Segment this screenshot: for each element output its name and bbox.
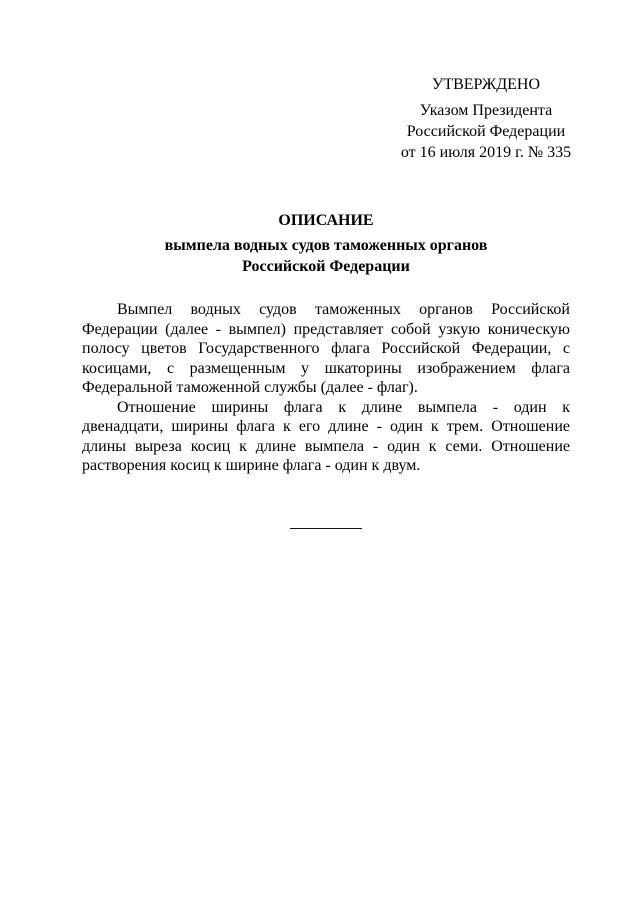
- paragraph-description: [82, 300, 570, 398]
- approval-line-country: Российской Федерации: [406, 123, 566, 140]
- paragraph-line: Отношение ширины флага к длине вымпела - один к: [117, 398, 570, 416]
- paragraph-line: растворения косиц к ширине флага - один к двум.: [82, 457, 421, 474]
- document-title-block: [82, 211, 570, 277]
- approval-stamp: УТВЕРЖДЕНО: [431, 76, 540, 93]
- paragraph-proportions: [82, 398, 570, 476]
- document-subtitle-line: вымпела водных судов таможенных органов: [164, 237, 488, 254]
- document-subtitle-line: Российской Федерации: [242, 258, 410, 275]
- end-separator-line: [290, 528, 362, 529]
- paragraph-line: двенадцати, ширины флага к его длине - один к трем. Отношение: [82, 418, 570, 435]
- paragraph-line: Федеральной таможенной службы (далее - флаг).: [82, 379, 418, 396]
- approval-block: [390, 75, 582, 163]
- paragraph-line: Вымпел водных судов таможенных органов Российской: [117, 301, 570, 318]
- document-heading: ОПИСАНИЕ: [278, 212, 374, 229]
- document-body: [82, 300, 570, 476]
- paragraph-line: длины выреза косиц к длине вымпела - один к семи. Отношение: [82, 437, 570, 455]
- paragraph-line: полосу цветов Государственного флага Российской Федерации, с: [82, 340, 570, 357]
- paragraph-line: косицами, с размещенным у шкаторины изображением флага: [82, 359, 570, 377]
- approval-line-date: от 16 июля 2019 г. № 335: [400, 144, 572, 161]
- paragraph-line: Федерации (далее - вымпел) представляет собой узкую коническую: [82, 320, 570, 338]
- approval-line-decree: Указом Президента: [419, 102, 553, 119]
